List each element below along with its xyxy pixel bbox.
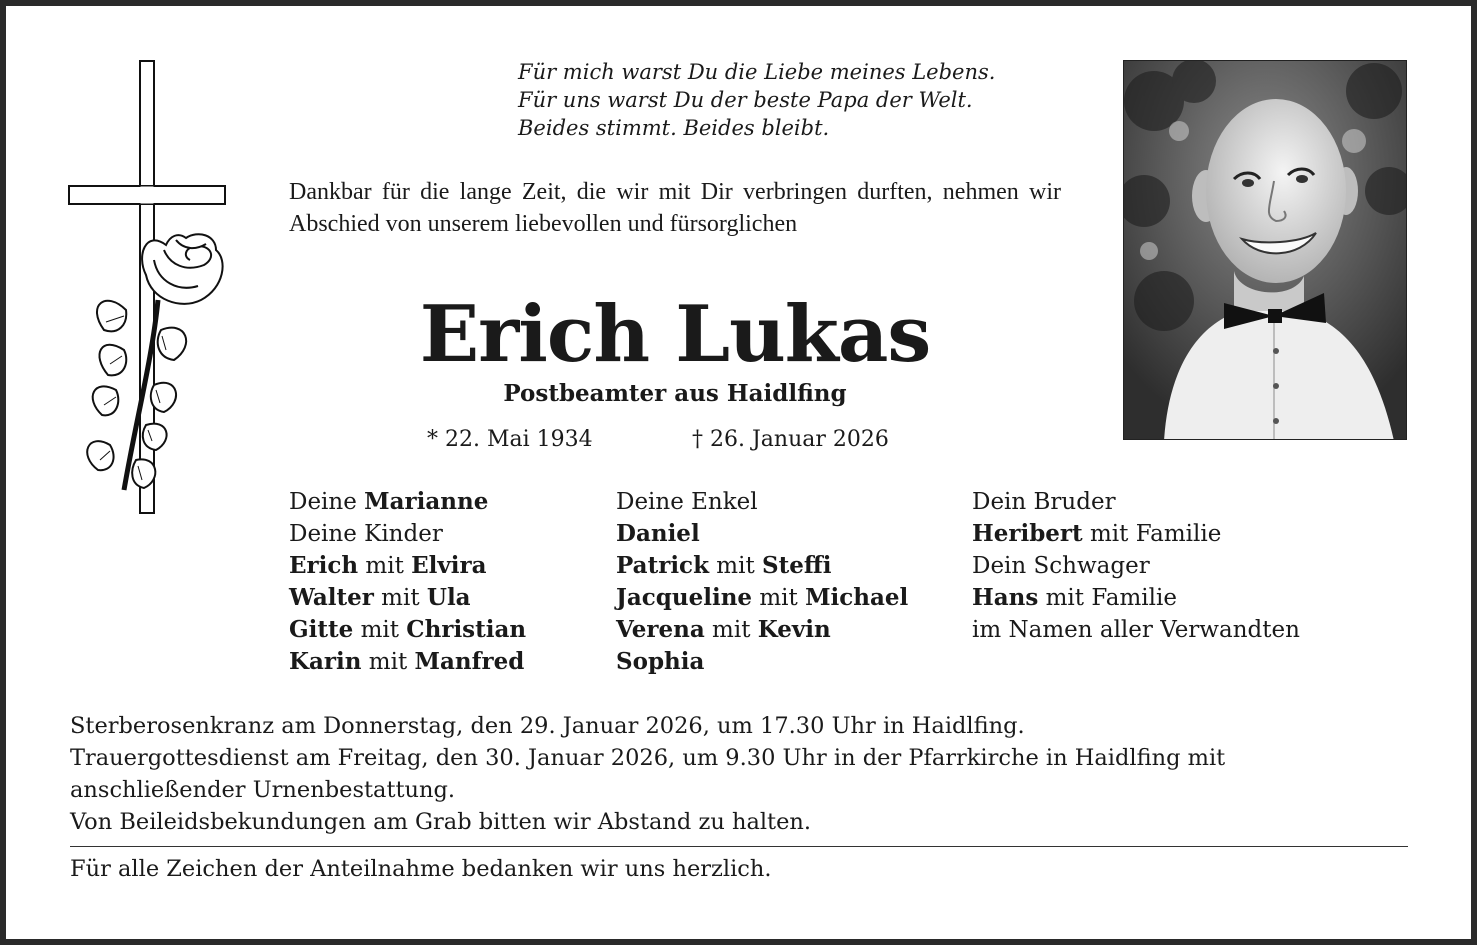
mourner-line: Deine Kinder bbox=[289, 521, 443, 547]
service-line: Trauergottesdienst am Freitag, den 30. Januar 2026, um 9.30 Uhr in der Pfarrkirche in Haidlfing mit bbox=[70, 745, 1226, 771]
birth-date: * 22. Mai 1934 bbox=[427, 427, 593, 452]
portrait-photo bbox=[1123, 60, 1407, 440]
mourner-line: Sophia bbox=[616, 648, 705, 675]
mourner-line: Karin mit Manfred bbox=[289, 648, 525, 675]
verse-line: Für uns warst Du der beste Papa der Welt. bbox=[518, 88, 973, 112]
mourner-line: Verena mit Kevin bbox=[616, 616, 831, 643]
deceased-occupation: Postbeamter aus Haidlfing bbox=[503, 380, 847, 407]
deceased-name: Erich Lukas bbox=[419, 289, 931, 380]
mourner-line: Dein Bruder bbox=[972, 489, 1116, 515]
mourner-line: Heribert mit Familie bbox=[972, 520, 1222, 547]
verse bbox=[518, 58, 1078, 142]
mourner-line: Deine Marianne bbox=[289, 488, 489, 515]
divider bbox=[70, 846, 1408, 847]
verse-line: Für mich warst Du die Liebe meines Lebens. bbox=[518, 60, 996, 84]
mourners-column-1 bbox=[289, 486, 526, 678]
mourners-column-3 bbox=[972, 486, 1300, 646]
mourner-line: im Namen aller Verwandten bbox=[972, 617, 1300, 643]
mourner-line: Jacqueline mit Michael bbox=[616, 584, 909, 611]
service-line: Von Beileidsbekundungen am Grab bitten wir Abstand zu halten. bbox=[70, 809, 812, 835]
verse-line: Beides stimmt. Beides bleibt. bbox=[518, 116, 830, 140]
mourners-column-2 bbox=[616, 486, 908, 678]
mourner-line: Gitte mit Christian bbox=[289, 616, 527, 643]
mourner-line: Walter mit Ula bbox=[289, 584, 471, 611]
cross-with-rose-icon bbox=[66, 60, 230, 516]
mourner-line: Deine Enkel bbox=[616, 489, 758, 515]
mourner-line: Patrick mit Steffi bbox=[616, 552, 832, 579]
service-details bbox=[70, 710, 1408, 838]
mourner-line: Dein Schwager bbox=[972, 553, 1150, 579]
mourner-line: Erich mit Elvira bbox=[289, 552, 487, 579]
mourner-line: Hans mit Familie bbox=[972, 584, 1177, 611]
service-line: anschließender Urnenbestattung. bbox=[70, 777, 456, 803]
mourner-line: Daniel bbox=[616, 520, 700, 547]
intro-text: Dankbar für die lange Zeit, die wir mit Dir verbringen durften, nehmen wir Abschied von unserem liebevollen und fürsorglichen bbox=[289, 179, 1061, 237]
death-date: † 26. Januar 2026 bbox=[692, 427, 889, 452]
thanks-text: Für alle Zeichen der Anteilnahme bedanken wir uns herzlich. bbox=[70, 856, 772, 882]
service-line: Sterberosenkranz am Donnerstag, den 29. Januar 2026, um 17.30 Uhr in Haidlfing. bbox=[70, 713, 1025, 739]
